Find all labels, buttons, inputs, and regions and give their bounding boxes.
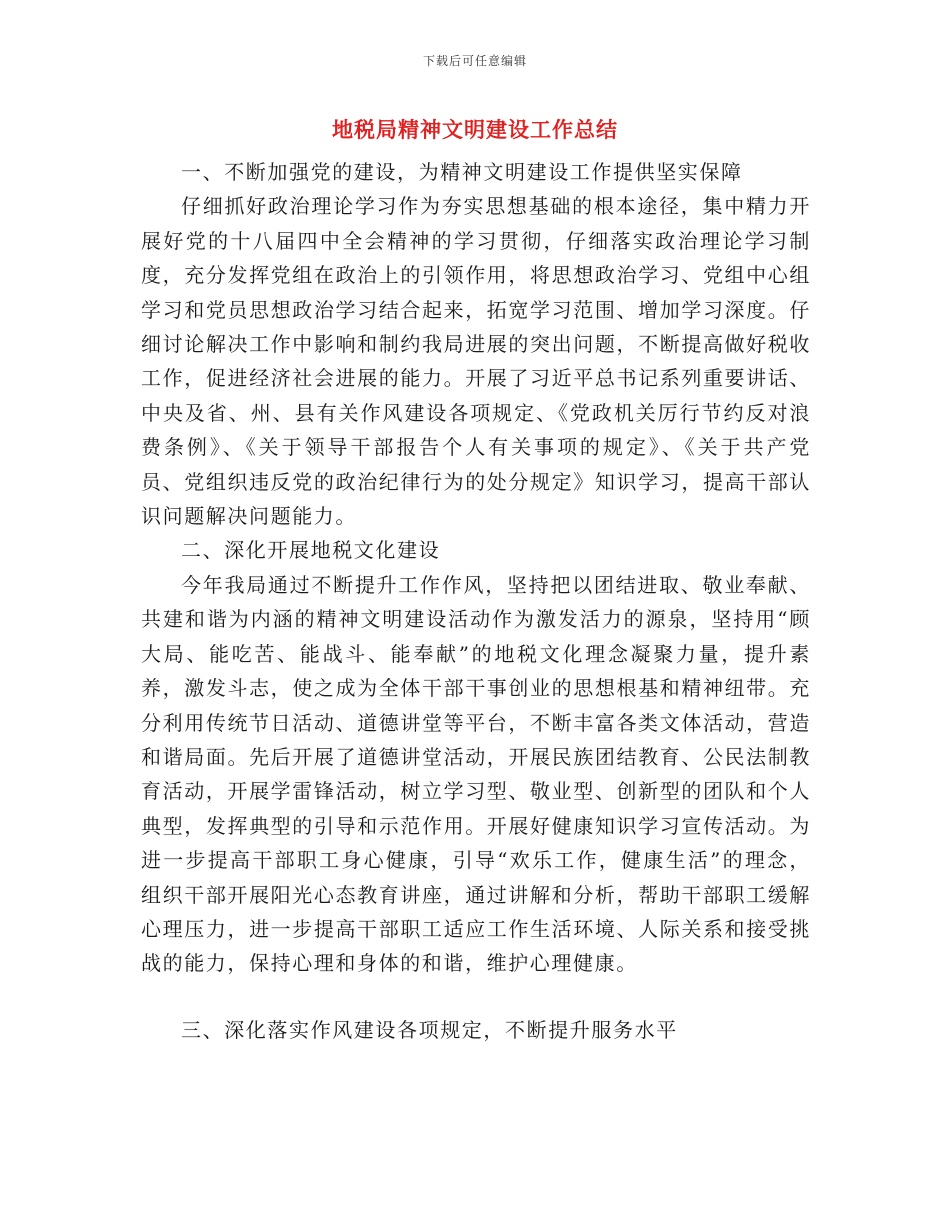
section-paragraph-2: 今年我局通过不断提升工作作风，坚持把以团结进取、敬业奉献、共建和谐为内涵的精神文明建设活动作为激发活力的源泉，坚持用“顾大局、能吃苦、能战斗、能奉献”的地税文化理念凝聚力量，提升素养，激发斗志，使之成为全体干部干事创业的思想根基和精神纽带。充分利用传统节日活动、道德讲堂等平台，不断丰富各类文体活动，营造和谐局面。先后开展了道德讲堂活动，开展民族团结教育、公民法制教育活动，开展学雷锋活动，树立学习型、敬业型、创新型的团队和个人典型，发挥典型的引导和示范作用。开展好健康知识学习宣传活动。为进一步提高干部职工身心健康，引导“欢乐工作，健康生活”的理念，组织干部开展阳光心态教育讲座，通过讲解和分析，帮助干部职工缓解心理压力，进一步提高干部职工适应工作生活环境、人际关系和接受挑战的能力，保持心理和身体的和谐，维护心理健康。 <box>141 572 811 976</box>
header-note: 下载后可任意编辑 <box>422 54 527 68</box>
document-body <box>141 155 811 1047</box>
section-heading-3: 三、深化落实作风建设各项规定，不断提升服务水平 <box>181 1017 678 1042</box>
section-paragraph-1: 仔细抓好政治理论学习作为夯实思想基础的根本途径，集中精力开展好党的十八届四中全会精神的学习贯彻，仔细落实政治理论学习制度，充分发挥党组在政治上的引领作用，将思想政治学习、党组中心组学习和党员思想政治学习结合起来，拓宽学习范围、增加学习深度。仔细讨论解决工作中影响和制约我局进展的突出问题，不断提高做好税收工作，促进经济社会进展的能力。开展了习近平总书记系列重要讲话、中央及省、州、县有关作风建设各项规定、《党政机关厉行节约反对浪费条例》、《关于领导干部报告个人有关事项的规定》、《关于共产党员、党组织违反党的政治纪律行为的处分规定》知识学习，提高干部认识问题解决问题能力。 <box>141 194 811 529</box>
section-heading-2: 二、深化开展地税文化建设 <box>181 538 441 563</box>
section-heading-1: 一、不断加强党的建设，为精神文明建设工作提供坚实保障 <box>181 160 743 184</box>
page-title: 地税局精神文明建设工作总结 <box>332 118 618 142</box>
